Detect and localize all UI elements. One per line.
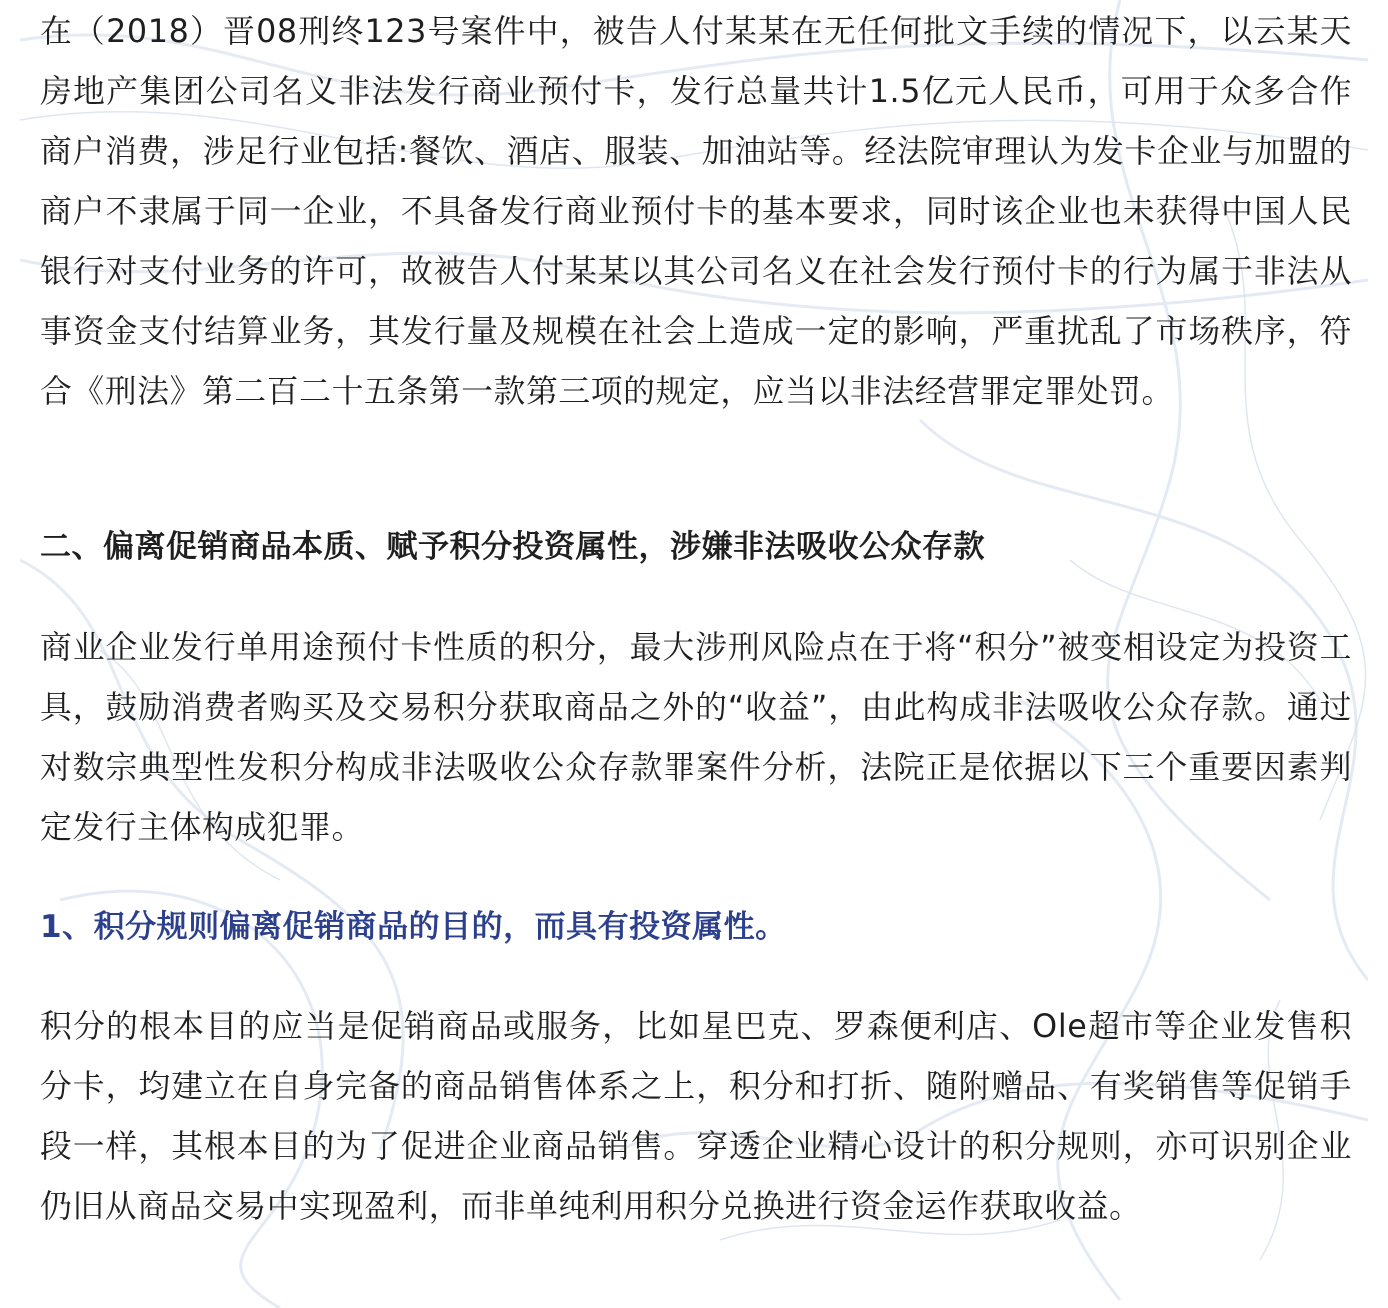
subsection-heading: 1、积分规则偏离促销商品的目的，而具有投资属性。 — [40, 909, 787, 945]
paragraph-intro: 商业企业发行单用途预付卡性质的积分，最大涉刑风险点在于将“积分”被变相设定为投资工具，鼓励消费者购买及交易积分获取商品之外的“收益”，由此构成非法吸收公众存款。通过对数宗典型性发积分构成非法吸收公众存款罪案件分析，法院正是依据以下三个重要因素判定发行主体构成犯罪。 — [40, 629, 1352, 846]
section-heading: 二、偏离促销商品本质、赋予积分投资属性，涉嫌非法吸收公众存款 — [40, 529, 985, 565]
paragraph-case: 在（2018）晋08刑终123号案件中，被告人付某某在无任何批文手续的情况下，以云某天房地产集团公司名义非法发行商业预付卡，发行总量共计1.5亿元人民币，可用于众多合作商户消费，涉足行业包括:餐饮、酒店、服装、加油站等。经法院审理认为发卡企业与加盟的商户不隶属于同一企业，不具备发行商业预付卡的基本要求，同时该企业也未获得中国人民银行对支付业务的许可，故被告人付某某以其公司名义在社会发行预付卡的行为属于非法从事资金支付结算业务，其发行量及规模在社会上造成一定的影响，严重扰乱了市场秩序，符合《刑法》第二百二十五条第一款第三项的规定，应当以非法经营罪定罪处罚。 — [40, 13, 1352, 410]
paragraph-purpose: 积分的根本目的应当是促销商品或服务，比如星巴克、罗森便利店、Ole超市等企业发售积分卡，均建立在自身完备的商品销售体系之上，积分和打折、随附赠品、有奖销售等促销手段一样，其根本目的为了促进企业商品销售。穿透企业精心设计的积分规则，亦可识别企业仍旧从商品交易中实现盈利，而非单纯利用积分兑换进行资金运作获取收益。 — [40, 1008, 1352, 1225]
